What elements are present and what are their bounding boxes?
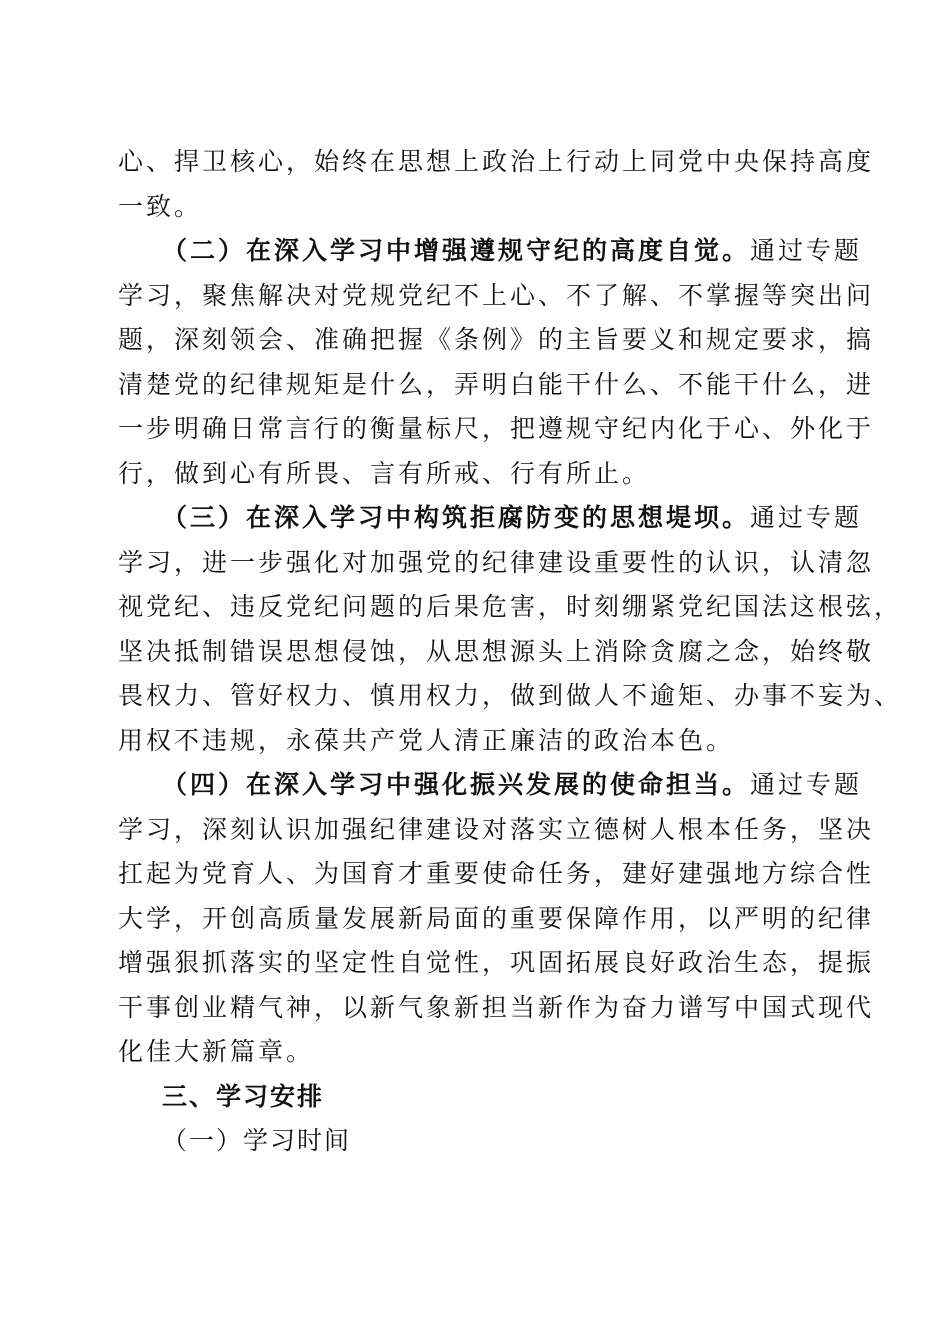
subsection-heading: （一）学习时间 — [162, 1126, 352, 1155]
text-line — [118, 763, 863, 808]
text-line: 一步明确日常言行的衡量标尺，把遵规守纪内化于心、外化于 — [118, 414, 875, 443]
paragraph-continuation — [118, 140, 875, 229]
section-heading: 三、学习安排 — [162, 1081, 325, 1111]
text-line: 畏权力、管好权力、慎用权力，做到做人不逾矩、办事不妄为、 — [118, 681, 903, 710]
text-line: 干事创业精气神，以新气象新担当新作为奋力谱写中国式现代 — [118, 992, 875, 1022]
text-line: 学习，进一步强化对加强党的纪律建设重要性的认识，认清忽 — [118, 547, 875, 577]
text-line — [118, 496, 863, 541]
text-line: 清楚党的纪律规矩是什么，弄明白能干什么、不能干什么，进 — [118, 369, 875, 399]
paragraph-lead-heading: （二）在深入学习中增强遵规守纪的高度自觉。 — [162, 236, 751, 265]
text-line: 学习，深刻认识加强纪律建设对落实立德树人根本任务，坚决 — [118, 814, 875, 844]
text-line: 心、捍卫核心，始终在思想上政治上行动上同党中央保持高度 — [118, 147, 875, 176]
text-line: 坚决抵制错误思想侵蚀，从思想源头上消除贪腐之念，始终敬 — [118, 636, 875, 666]
text-line: 学习，聚焦解决对党规党纪不上心、不了解、不掌握等突出问 — [118, 280, 875, 310]
text-line: 题，深刻领会、准确把握《条例》的主旨要义和规定要求，搞 — [118, 325, 875, 354]
text-line: 用权不违规，永葆共产党人清正廉洁的政治本色。 — [118, 725, 735, 755]
paragraph-lead-heading: （三）在深入学习中构筑拒腐防变的思想堤坝。 — [162, 503, 751, 532]
document-page — [118, 140, 903, 1164]
text-line — [118, 229, 863, 274]
paragraph-anti-corruption — [118, 496, 903, 763]
text-line: 化佳大新篇章。 — [118, 1037, 315, 1066]
paragraph-text: 通过专题 — [750, 770, 863, 799]
text-line: 一致。 — [118, 191, 203, 221]
text-line: 增强狠抓落实的坚定性自觉性，巩固拓展良好政治生态，提振 — [118, 948, 875, 977]
paragraph-lead-heading: （四）在深入学习中强化振兴发展的使命担当。 — [162, 770, 751, 799]
text-line: 行，做到心有所畏、言有所戒、行有所止。 — [118, 458, 651, 488]
text-line: 视党纪、违反党纪问题的后果危害，时刻绷紧党纪国法这根弦， — [118, 592, 903, 621]
text-line: 扛起为党育人、为国育才重要使命任务，建好建强地方综合性 — [118, 859, 875, 888]
paragraph-text: 通过专题 — [750, 503, 863, 532]
text-line: 大学，开创高质量发展新局面的重要保障作用，以严明的纪律 — [118, 903, 875, 933]
paragraph-mission — [118, 763, 875, 1075]
paragraph-discipline-awareness — [118, 229, 875, 496]
paragraph-text: 通过专题 — [750, 236, 863, 265]
